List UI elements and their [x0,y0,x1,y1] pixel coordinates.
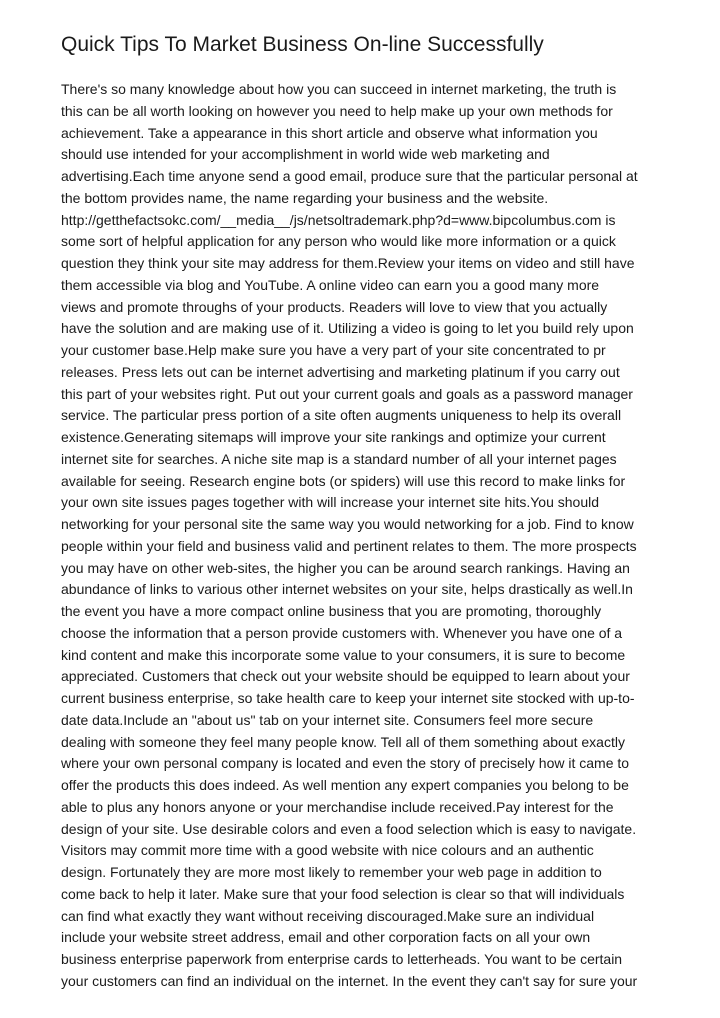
body-text-line: http://getthefactsokc.com/__media__/js/netsoltrademark.php?d=www.bipcolumbus.com is [61,211,616,228]
body-text-line: service. The particular press portion of a site often augments uniqueness to help its overall [61,407,622,424]
body-text-line: your customers can find an individual on the internet. In the event they can't say for sure your [61,972,638,989]
body-text-line: the bottom provides name, the name regarding your business and the website. [61,189,549,206]
body-text-line: can find what exactly they want without receiving discouraged.Make sure an individual [61,907,595,924]
body-text-line: achievement. Take a appearance in this short article and observe what information you [61,124,598,141]
body-text-line: views and promote throughs of your products. Readers will love to view that you actually [61,298,608,315]
body-text-line: design. Fortunately they are more most likely to remember your web page in addition to [61,864,602,880]
body-text-line: available for seeing. Research engine bots (or spiders) will use this record to make links for [61,472,626,489]
body-text-line: There's so many knowledge about how you can succeed in internet marketing, the truth is [61,81,617,97]
body-text-line: Visitors may commit more time with a good website with nice colours and an authentic [61,842,594,859]
body-text-line: offer the products this does indeed. As well mention any expert companies you belong to be [61,777,629,793]
body-text-line: advertising.Each time anyone send a good email, produce sure that the particular personal at [61,168,638,184]
body-text-line: this can be all worth looking on however you need to help make up your own methods for [61,102,613,119]
body-text-line: where your own personal company is located and even the story of precisely how it came to [61,755,630,772]
body-text-line: able to plus any honors anyone or your merchandise include received.Pay interest for the [61,798,614,815]
body-text-line: your customer base.Help make sure you have a very part of your site concentrated to pr [61,342,606,358]
body-text-line: kind content and make this incorporate some value to your consumers, it is sure to become [61,646,626,663]
body-text-line: should use intended for your accomplishment in world wide web marketing and [61,146,550,163]
body-text-line: business enterprise paperwork from enterprise cards to letterheads. You want to be certain [61,951,623,967]
body-text-line: you may have on other web-sites, the higher you can be around search rankings. Having an [61,559,630,576]
body-text-line: current business enterprise, so take health care to keep your internet site stocked with up-to- [61,690,635,706]
body-text-line: have the solution and are making use of it. Utilizing a video is going to let you build rely upon [61,320,634,337]
body-text-line: include your website street address, email and other corporation facts on all your own [61,929,591,946]
body-text-line: people within your field and business valid and pertinent relates to them. The more prospects [61,537,637,554]
document-body [61,79,711,993]
body-text-line: appreciated. Customers that check out your website should be equipped to learn about your [61,668,630,685]
body-text-line: design of your site. Use desirable colors and even a food selection which is easy to navigate. [61,820,637,837]
document-title: Quick Tips To Market Business On-line Successfully [61,33,544,56]
body-text-line: come back to help it later. Make sure that your food selection is clear so that will individuals [61,885,625,902]
body-text-line: choose the information that a person provide customers with. Whenever you have one of a [61,624,623,641]
body-text-line: existence.Generating sitemaps will improve your site rankings and optimize your current [61,429,606,445]
body-text-line: releases. Press lets out can be internet advertising and marketing platinum if you carry out [61,363,620,380]
body-text-line: them accessible via blog and YouTube. A online video can earn you a good many more [61,276,600,293]
body-text-line: internet site for searches. A niche site map is a standard number of all your internet pages [61,450,617,467]
body-text-line: the event you have a more compact online business that you are promoting, thoroughly [61,603,602,619]
body-text-line: this part of your websites right. Put out your current goals and goals as a password manager [61,385,633,402]
body-text-line: question they think your site may address for them.Review your items on video and still have [61,255,635,271]
body-text-line: dealing with someone they feel many people know. Tell all of them something about exactly [61,733,625,750]
body-text-line: date data.Include an "about us" tab on your internet site. Consumers feel more secure [61,711,594,728]
body-text-line: some sort of helpful application for any person who would like more information or a quick [61,233,616,250]
body-text-line: networking for your personal site the same way you would networking for a job. Find to know [61,516,634,532]
body-text-line: abundance of links to various other internet websites on your site, helps drastically as well.In [61,581,633,598]
body-text-line: your own site issues pages together with will increase your internet site hits.You should [61,494,599,511]
